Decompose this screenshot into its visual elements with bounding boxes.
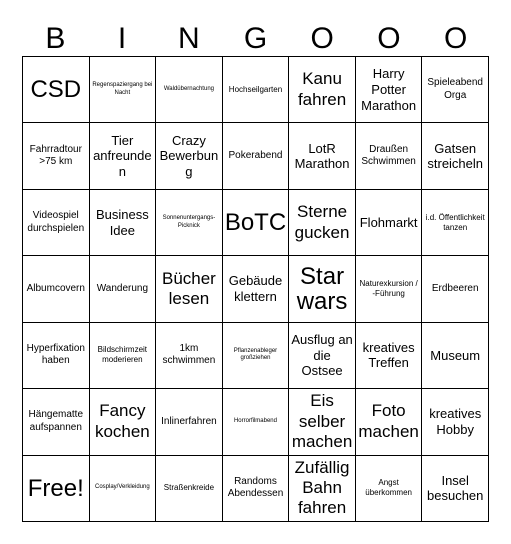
header-letter: B [45, 22, 66, 55]
header-letter: I [117, 22, 127, 55]
bingo-cell[interactable]: Naturexkursion / -Führung [356, 256, 423, 322]
bingo-header [22, 20, 489, 58]
bingo-cell[interactable]: Crazy Bewerbung [156, 123, 223, 189]
bingo-cell[interactable]: Fahrradtour >75 km [23, 123, 90, 189]
bingo-cell[interactable]: Hängematte aufspannen [23, 389, 90, 455]
bingo-cell[interactable]: Fancy kochen [90, 389, 157, 455]
bingo-cell[interactable]: Albumcovern [23, 256, 90, 322]
bingo-cell[interactable]: Randoms Abendessen [223, 456, 290, 522]
bingo-cell[interactable]: Angst überkommen [356, 456, 423, 522]
bingo-cell[interactable]: 1km schwimmen [156, 323, 223, 389]
bingo-cell[interactable]: Star wars [289, 256, 356, 322]
bingo-cell[interactable]: Horrorfilmabend [223, 389, 290, 455]
bingo-cell[interactable]: BoTC [223, 190, 290, 256]
bingo-cell[interactable]: Tier anfreunden [90, 123, 157, 189]
bingo-cell[interactable]: Museum [422, 323, 489, 389]
free-cell[interactable]: Free! [23, 456, 90, 522]
bingo-cell[interactable]: Cosplay/Verkleidung [90, 456, 157, 522]
bingo-cell[interactable]: Harry Potter Marathon [356, 57, 423, 123]
bingo-cell[interactable]: CSD [23, 57, 90, 123]
bingo-cell[interactable]: Wanderung [90, 256, 157, 322]
bingo-cell[interactable]: Kanu fahren [289, 57, 356, 123]
bingo-cell[interactable]: Foto machen [356, 389, 423, 455]
bingo-cell[interactable]: Erdbeeren [422, 256, 489, 322]
bingo-cell[interactable]: Insel besuchen [422, 456, 489, 522]
header-letter: O [443, 22, 468, 55]
bingo-cell[interactable]: Flohmarkt [356, 190, 423, 256]
bingo-cell[interactable]: Ausflug an die Ostsee [289, 323, 356, 389]
bingo-cell[interactable]: Pokerabend [223, 123, 290, 189]
bingo-cell[interactable]: Zufällig Bahn fahren [289, 456, 356, 522]
bingo-cell[interactable]: Spieleabend Orga [422, 57, 489, 123]
bingo-cell[interactable]: Hyperfixation haben [23, 323, 90, 389]
bingo-cell[interactable]: Inlinerfahren [156, 389, 223, 455]
bingo-cell[interactable]: Gatsen streicheln [422, 123, 489, 189]
header-letter: O [377, 22, 401, 55]
header-letter: N [177, 22, 200, 55]
bingo-cell[interactable]: Bücher lesen [156, 256, 223, 322]
bingo-cell[interactable]: Regenspaziergang bei Nacht [90, 57, 157, 123]
bingo-board [22, 56, 489, 522]
bingo-cell[interactable]: Sonnenuntergangs-Picknick [156, 190, 223, 256]
bingo-cell[interactable]: kreatives Treffen [356, 323, 423, 389]
bingo-cell[interactable]: Straßenkreide [156, 456, 223, 522]
bingo-cell[interactable]: Gebäude klettern [223, 256, 290, 322]
bingo-cell[interactable]: Hochseilgarten [223, 57, 290, 123]
bingo-cell[interactable]: Draußen Schwimmen [356, 123, 423, 189]
bingo-cell[interactable]: Videospiel durchspielen [23, 190, 90, 256]
bingo-cell[interactable]: Waldübernachtung [156, 57, 223, 123]
bingo-cell[interactable]: Pflanzenableger großziehen [223, 323, 290, 389]
bingo-cell[interactable]: LotR Marathon [289, 123, 356, 189]
bingo-cell[interactable]: Business Idee [90, 190, 157, 256]
bingo-cell[interactable]: Bildschirmzeit moderieren [90, 323, 157, 389]
bingo-cell[interactable]: Eis selber machen [289, 389, 356, 455]
header-letter: O [310, 22, 334, 55]
bingo-cell[interactable]: kreatives Hobby [422, 389, 489, 455]
header-letter: G [243, 22, 268, 55]
bingo-cell[interactable]: i.d. Öffentlichkeit tanzen [422, 190, 489, 256]
bingo-cell[interactable]: Sterne gucken [289, 190, 356, 256]
